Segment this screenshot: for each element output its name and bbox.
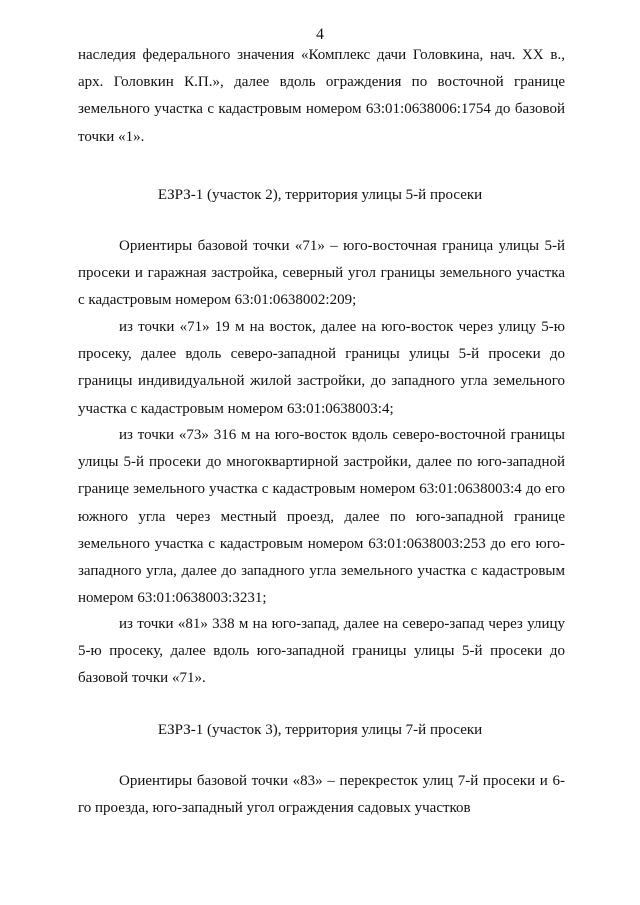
section-heading-plot-3: ЕЗРЗ-1 (участок 3), территория улицы 7-й просеки: [157, 722, 483, 738]
paragraph-base-point-83: Ориентиры базовой точки «83» – перекресток улиц 7-й просеки и 6-го проезда, юго-западный угол ограждения садовых участков: [78, 773, 565, 817]
section-heading-plot-2: ЕЗРЗ-1 (участок 2), территория улицы 5-й просеки: [157, 187, 483, 203]
paragraph-from-point-81: из точки «81» 338 м на юго-запад, далее на северо-запад через улицу 5-ю просеку, далее вдоль юго-западной границы улицы 5-й просеки до базовой точки «71».: [78, 616, 565, 687]
paragraph-base-point-71: Ориентиры базовой точки «71» – юго-восточная граница улицы 5-й просеки и гаражная застройка, северный угол границы земельного участка с кадастровым номером 63:01:0638002:209;: [78, 238, 565, 309]
page-number: 4: [316, 26, 324, 43]
paragraph-heritage-boundary: наследия федерального значения «Комплекс дачи Головкина, нач. XX в., арх. Головкин К.П.», далее вдоль ограждения по восточной границе земельного участка с кадастровым номером 63:01:0638006:1754 до базовой точки «1».: [78, 47, 565, 145]
paragraph-from-point-73: из точки «73» 316 м на юго-восток вдоль северо-восточной границы улицы 5-й просеки до многоквартирной застройки, далее по юго-западной границе земельного участка с кадастровым номером 63:01:0638003:4 до его южного угла через местный проезд, далее по юго-западной границе земельного участка с кадастровым номером 63:01:0638003:253 до его юго-западного угла, далее до западного угла земельного участка с кадастровым номером 63:01:0638003:3231;: [78, 427, 565, 607]
paragraph-from-point-71: из точки «71» 19 м на восток, далее на юго-восток через улицу 5-ю просеку, далее вдоль северо-западной границы улицы 5-й просеки до границы индивидуальной жилой застройки, до западного угла земельного участка с кадастровым номером 63:01:0638003:4;: [78, 319, 565, 417]
